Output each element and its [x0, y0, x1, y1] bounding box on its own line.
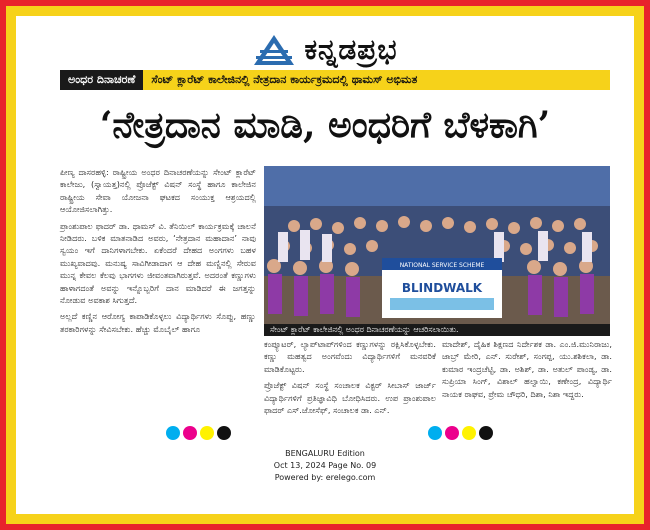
paragraph: ಪ್ರೊಜೆಕ್ಟ್ ವಿಷನ್ ಸಂಸ್ಥೆ ಸಂಚಾಲಕ ವಿಕ್ಟರ್ ಸೀಬಾಸ್ ಜಾರ್ಜ್ ವಿದ್ಯಾರ್ಥಿಗಳಿಗೆ ಪ್ರತಿಜ್ಞಾವಿಧಿ ಬೋಧಿಸಿದರು. ಉಪ ಪ್ರಾಂಶುಪಾಲ ಫಾದರ್ ಎಸ್.ಜೋಸೆಫ್, ಸಂಚಾಲಕ ಡಾ. ಎನ್. — [264, 380, 436, 416]
headline: ‘ನೇತ್ರದಾನ ಮಾಡಿ, ಅಂಧರಿಗೆ ಬೆಳಕಾಗಿ’ — [99, 104, 551, 146]
banner-title: BLINDWALK — [401, 281, 483, 295]
magenta-dot — [445, 426, 459, 440]
magenta-dot — [183, 426, 197, 440]
tag-bar — [60, 70, 610, 90]
event-photo — [264, 166, 610, 326]
masthead — [16, 30, 634, 70]
kicker-line: ಸೆಂಟ್ ಕ್ಲಾರೆಟ್ ಕಾಲೇಜಿನಲ್ಲಿ ನೇತ್ರದಾನ ಕಾರ್ಯಕ್ರಮದಲ್ಲಿ ಥಾಮಸ್ ಅಭಿಮತ — [143, 70, 610, 90]
paragraph: ಮಾದೇಶ್, ದೈಹಿಕ ಶಿಕ್ಷಣದ ನಿರ್ದೇಶಕ ಡಾ. ಎಂ.ಜಿ.ಮುನಿರಾಜು, ಜಾಬ್ರ್ ಮೇರಿ, ಎನ್. ಸುರೇಶ್, ಸಂಗಪ್ಪ, ಯು.ಶಶಿಕಲಾ, ಡಾ. ಕುಮಾರ ಇಂದ್ರಚೆಟ್ಟಿ, ಡಾ. ಅಶಿಶ್, ಡಾ. ಅತುಲ್ ಪಾಂಡ್ಯ, ಡಾ. ಸುಪ್ರಿಯಾ ಸಿಂಗ್, ವಿಶಾಲ್ ಹಲ್ವಾಯಿ, ಕಣೇಂದ್ರ, ವಿದ್ಯಾರ್ಥಿ ನಾಯಕ ರಾಘವ, ಪ್ರೇಮ ಚೌಧರಿ, ದಿಶಾ, ನಿಶಾ ಇದ್ದರು. — [442, 339, 612, 399]
powered-by-label: Powered by: erelego.com — [274, 473, 376, 482]
article-column-1 — [60, 166, 256, 339]
section-tag: ಅಂಧರ ದಿನಾಚರಣೆ — [60, 70, 143, 90]
yellow-dot — [462, 426, 476, 440]
brand-name: ಕನ್ನಡಪ್ರಭ — [304, 33, 398, 66]
paragraph: ಅಲ್ಲದೆ ಕಣ್ಣಿನ ಆರೋಗ್ಯ ಕಾಪಾಡಿಕೊಳ್ಳಲು ವಿದ್ಯಾರ್ಥಿಗಳು ಸೊಪ್ಪು, ಹಣ್ಣು ತರಕಾರಿಗಳನ್ನು ಸೇವಿಸಬೇಕು. ಹೆಚ್ಚು ಮೊಬೈಲ್ ಹಾಗೂ — [60, 311, 256, 334]
yellow-dot — [200, 426, 214, 440]
black-dot — [479, 426, 493, 440]
cyan-dot — [166, 426, 180, 440]
cyan-dot — [428, 426, 442, 440]
photo-caption: ಸೇಂಟ್ ಕ್ಲಾರೆಟ್ ಕಾಲೇಜಿನಲ್ಲಿ ಅಂಧರ ದಿನಾಚರಣೆಯನ್ನು ಆಚರಿಸಲಾಯಿತು. — [264, 324, 610, 336]
paragraph: ಕಂಪ್ಯೂಟರ್, ಲ್ಯಾಪ್‌ಟಾಪ್‌ಗಳಿಂದ ಕಣ್ಣುಗಳನ್ನು ರಕ್ಷಿಸಿಕೊಳ್ಳಬೇಕು. ಕಣ್ಣು ಮಹತ್ವದ ಅಂಗವೆಂದು ವಿದ್ಯಾರ್ಥಿಗಳಿಗೆ ಮನವರಿಕೆ ಮಾಡಿಕೊಟ್ಟರು. — [264, 339, 436, 374]
edition-label: BENGALURU Edition — [285, 449, 365, 458]
edition-footer — [16, 448, 634, 484]
article-column-2 — [264, 338, 436, 420]
date-page-label: Oct 13, 2024 Page No. 09 — [273, 461, 377, 470]
article-column-3 — [442, 338, 612, 404]
paragraph: ಪೀಣ್ಯ ದಾಸರಹಳ್ಳಿ: ರಾಷ್ಟ್ರೀಯ ಅಂಧರ ದಿನಾಚರಣೆಯನ್ನು ಸೇಂಟ್ ಕ್ಲಾರೆಟ್ ಕಾಲೇಜು, (ಸ್ವಾಯತ್ತ)ನಲ್ಲಿ ಪ್ರೊಜೆಕ್ಟ್ ವಿಷನ್ ಸಂಸ್ಥೆ ಹಾಗೂ ಕಾಲೇಜಿನ ರಾಷ್ಟ್ರೀಯ ಸೇವಾ ಯೋಜನಾ ಘಟಕದ ಸಂಯುಕ್ತ ಆಶ್ರಯದಲ್ಲಿ ಆಯೋಜಿಸಲಾಗಿತ್ತು. — [60, 167, 256, 215]
kannada-prabha-logo-icon — [252, 33, 296, 67]
newspaper-clipping — [16, 16, 634, 514]
registration-marks-left — [166, 426, 231, 440]
registration-marks-right — [428, 426, 493, 440]
banner-subtitle: NATIONAL SERVICE SCHEME — [399, 262, 485, 269]
black-dot — [217, 426, 231, 440]
paragraph: ಪ್ರಾಂಶುಪಾಲ ಫಾದರ್ ಡಾ. ಥಾಮಸ್ ವಿ. ತೆನಿಯಿಲ್ ಕಾರ್ಯಕ್ರಮಕ್ಕೆ ಚಾಲನೆ ನೀಡಿದರು. ಬಳಿಕ ಮಾತನಾಡಿದ ಅವರು, ‘ನೇತ್ರದಾನ ಮಹಾದಾನ’ ನಾವು ಸ್ವಯಂ ಇಗೆ ದಾನಿಗಳಾಗಬೇಕು. ಏಕೆಂದರೆ ದೇಹದ ಅಂಗಗಳು ಬಹಳ ಮುಖ್ಯವಾದವು. ಮನುಷ್ಯ ಸಾವಿಗೀಡಾದಾಗ ಆ ದೇಹ ಮಣ್ಣಿನಲ್ಲಿ ಸೇರುವ ಮುನ್ನ ಕೇವಲ ಕೆಲವು ಭಾಗಗಳು ಜೀವಂತವಾಗಿರುತ್ತವೆ. ಅದರಂತೆ ಕಣ್ಣುಗಳು ಹಾಳಾಗದಂತೆ ಅವನ್ನು ಇನ್ನೊಬ್ಬರಿಗೆ ದಾನ ಮಾಡಿದರೆ ಈ ಜಗತ್ತನ್ನು ನೋಡುವ ಅವಕಾಶ ಸಿಗುತ್ತದೆ. — [60, 220, 256, 306]
